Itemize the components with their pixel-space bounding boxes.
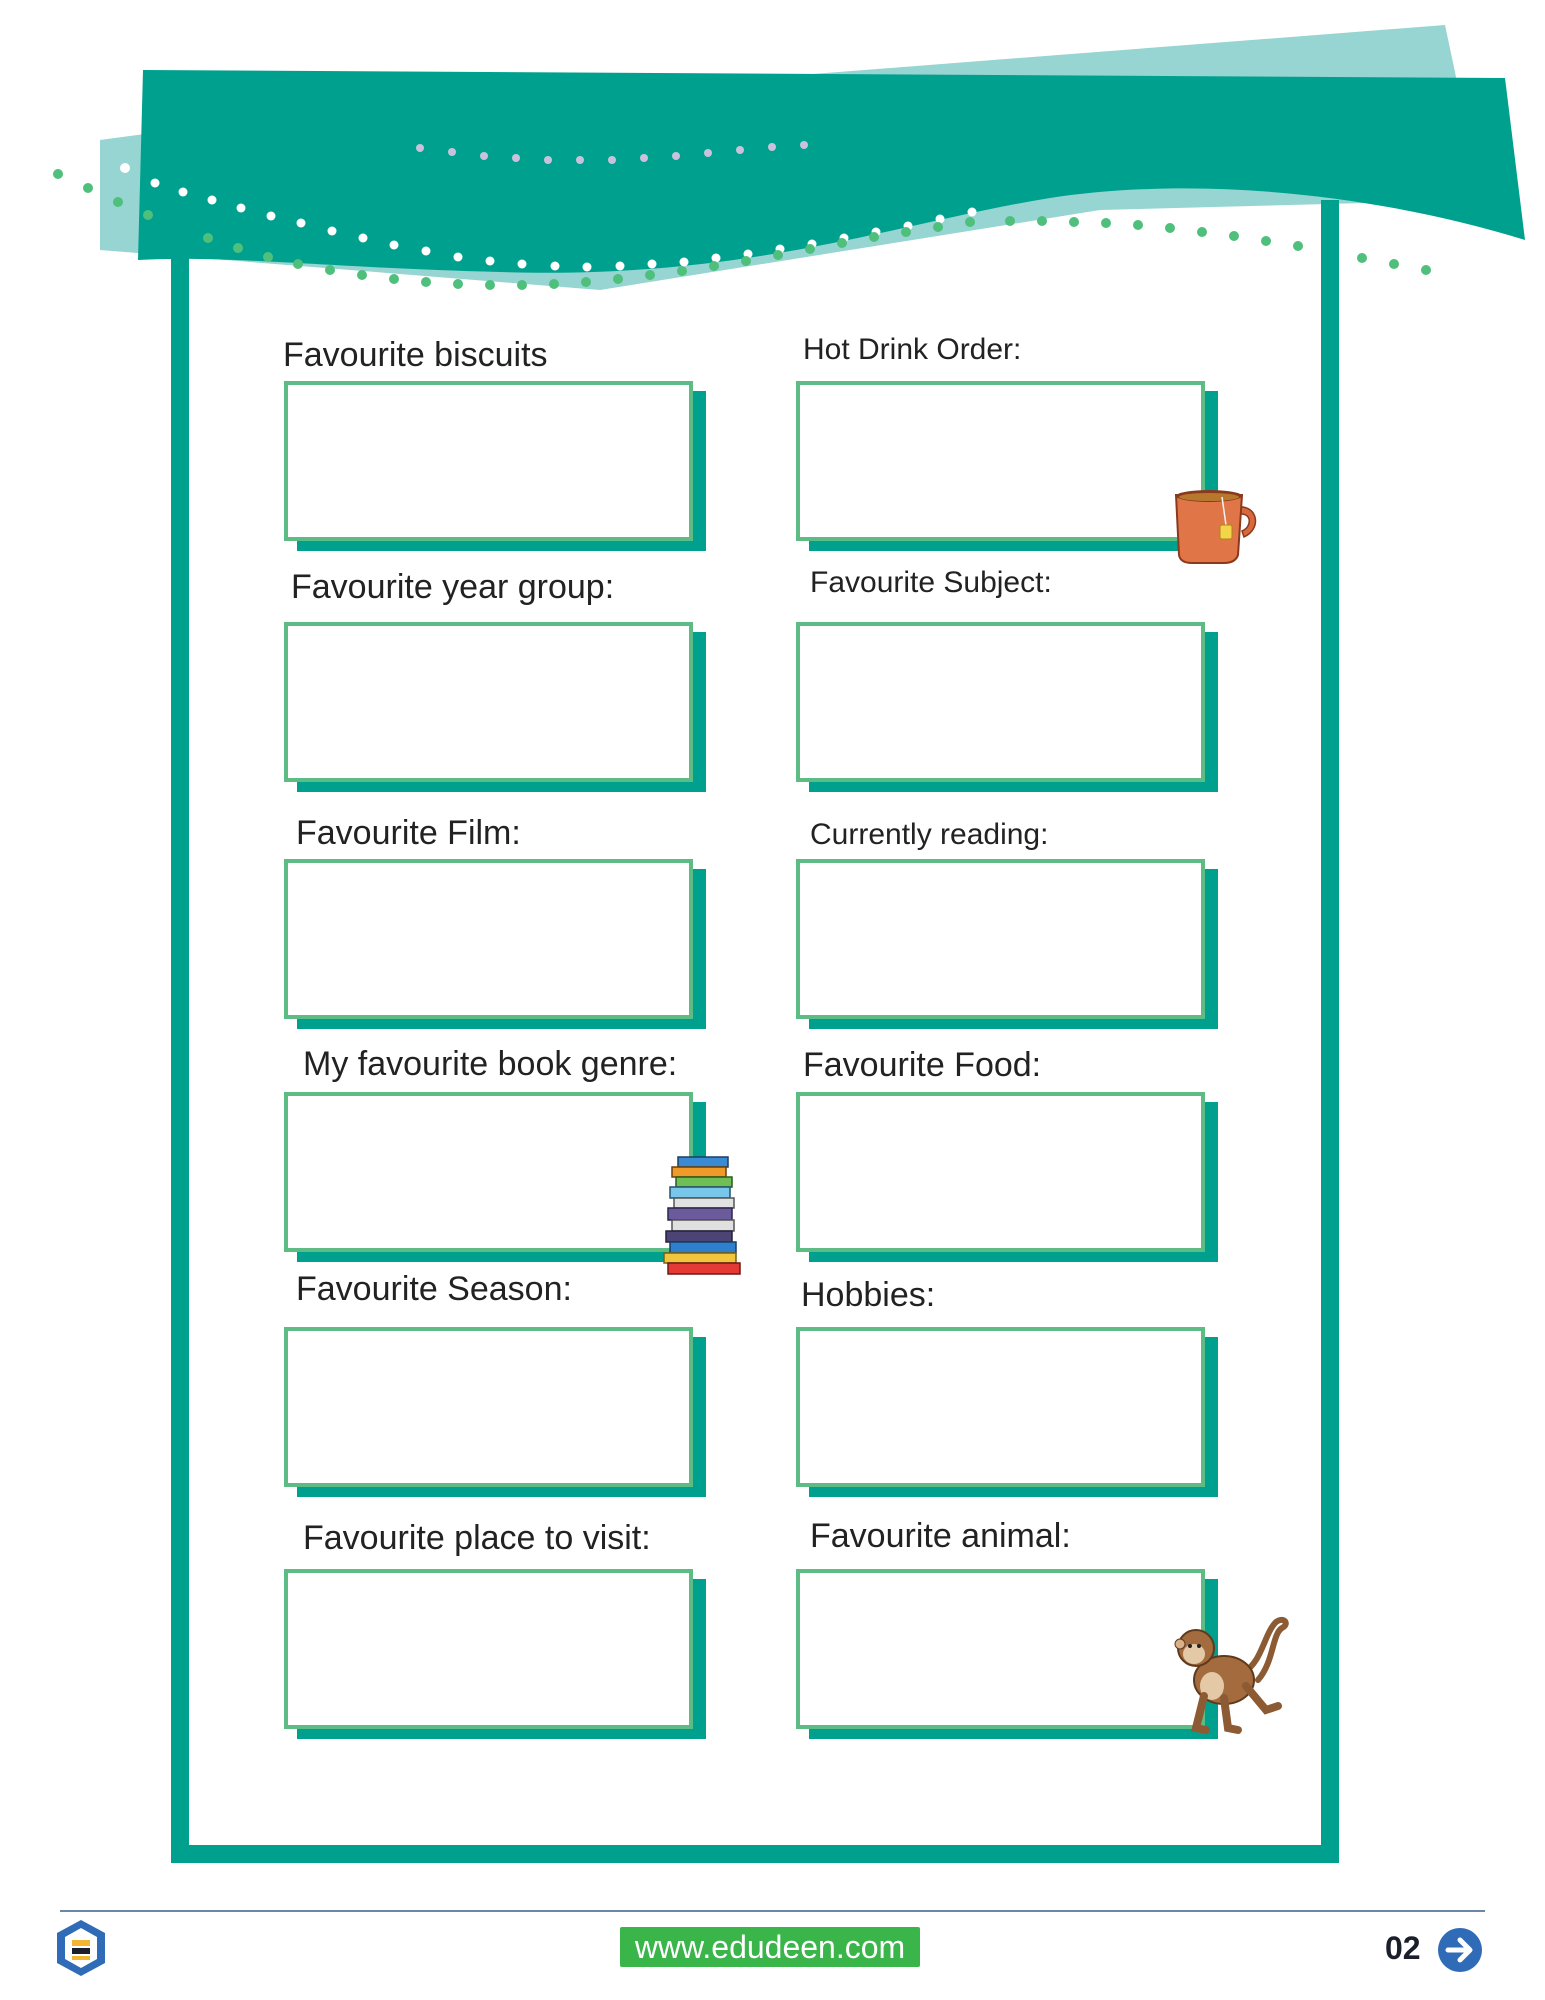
book-stack-icon — [660, 1155, 746, 1277]
field-favourite-food[interactable] — [796, 1092, 1205, 1252]
label-favourite-film: Favourite Film: — [296, 814, 521, 852]
edudeen-logo-icon — [55, 1918, 107, 1978]
label-hot-drink-order: Hot Drink Order: — [803, 333, 1022, 366]
field-favourite-animal[interactable] — [796, 1569, 1205, 1729]
field-favourite-subject[interactable] — [796, 622, 1205, 782]
label-favourite-food: Favourite Food: — [803, 1046, 1042, 1084]
field-favourite-year-group[interactable] — [284, 622, 693, 782]
field-favourite-place[interactable] — [284, 1569, 693, 1729]
monkey-icon — [1166, 1610, 1290, 1738]
next-arrow-icon[interactable] — [1436, 1926, 1484, 1974]
label-favourite-year-group: Favourite year group: — [291, 568, 615, 606]
field-favourite-season[interactable] — [284, 1327, 693, 1487]
field-favourite-biscuits[interactable] — [284, 381, 693, 541]
field-favourite-film[interactable] — [284, 859, 693, 1019]
label-hobbies: Hobbies: — [801, 1276, 936, 1314]
tea-mug-icon — [1172, 485, 1264, 565]
field-favourite-book-genre[interactable] — [284, 1092, 693, 1252]
page-number: 02 — [1385, 1930, 1421, 1966]
field-hobbies[interactable] — [796, 1327, 1205, 1487]
label-favourite-place: Favourite place to visit: — [303, 1519, 651, 1557]
label-currently-reading: Currently reading: — [810, 818, 1049, 851]
label-favourite-biscuits: Favourite biscuits — [283, 336, 548, 374]
footer-divider — [60, 1910, 1485, 1912]
field-currently-reading[interactable] — [796, 859, 1205, 1019]
label-favourite-animal: Favourite animal: — [810, 1517, 1071, 1555]
field-hot-drink-order[interactable] — [796, 381, 1205, 541]
label-favourite-book-genre: My favourite book genre: — [303, 1045, 678, 1083]
footer-url-link[interactable]: www.edudeen.com — [620, 1927, 920, 1967]
label-favourite-subject: Favourite Subject: — [810, 566, 1052, 599]
label-favourite-season: Favourite Season: — [296, 1270, 572, 1308]
